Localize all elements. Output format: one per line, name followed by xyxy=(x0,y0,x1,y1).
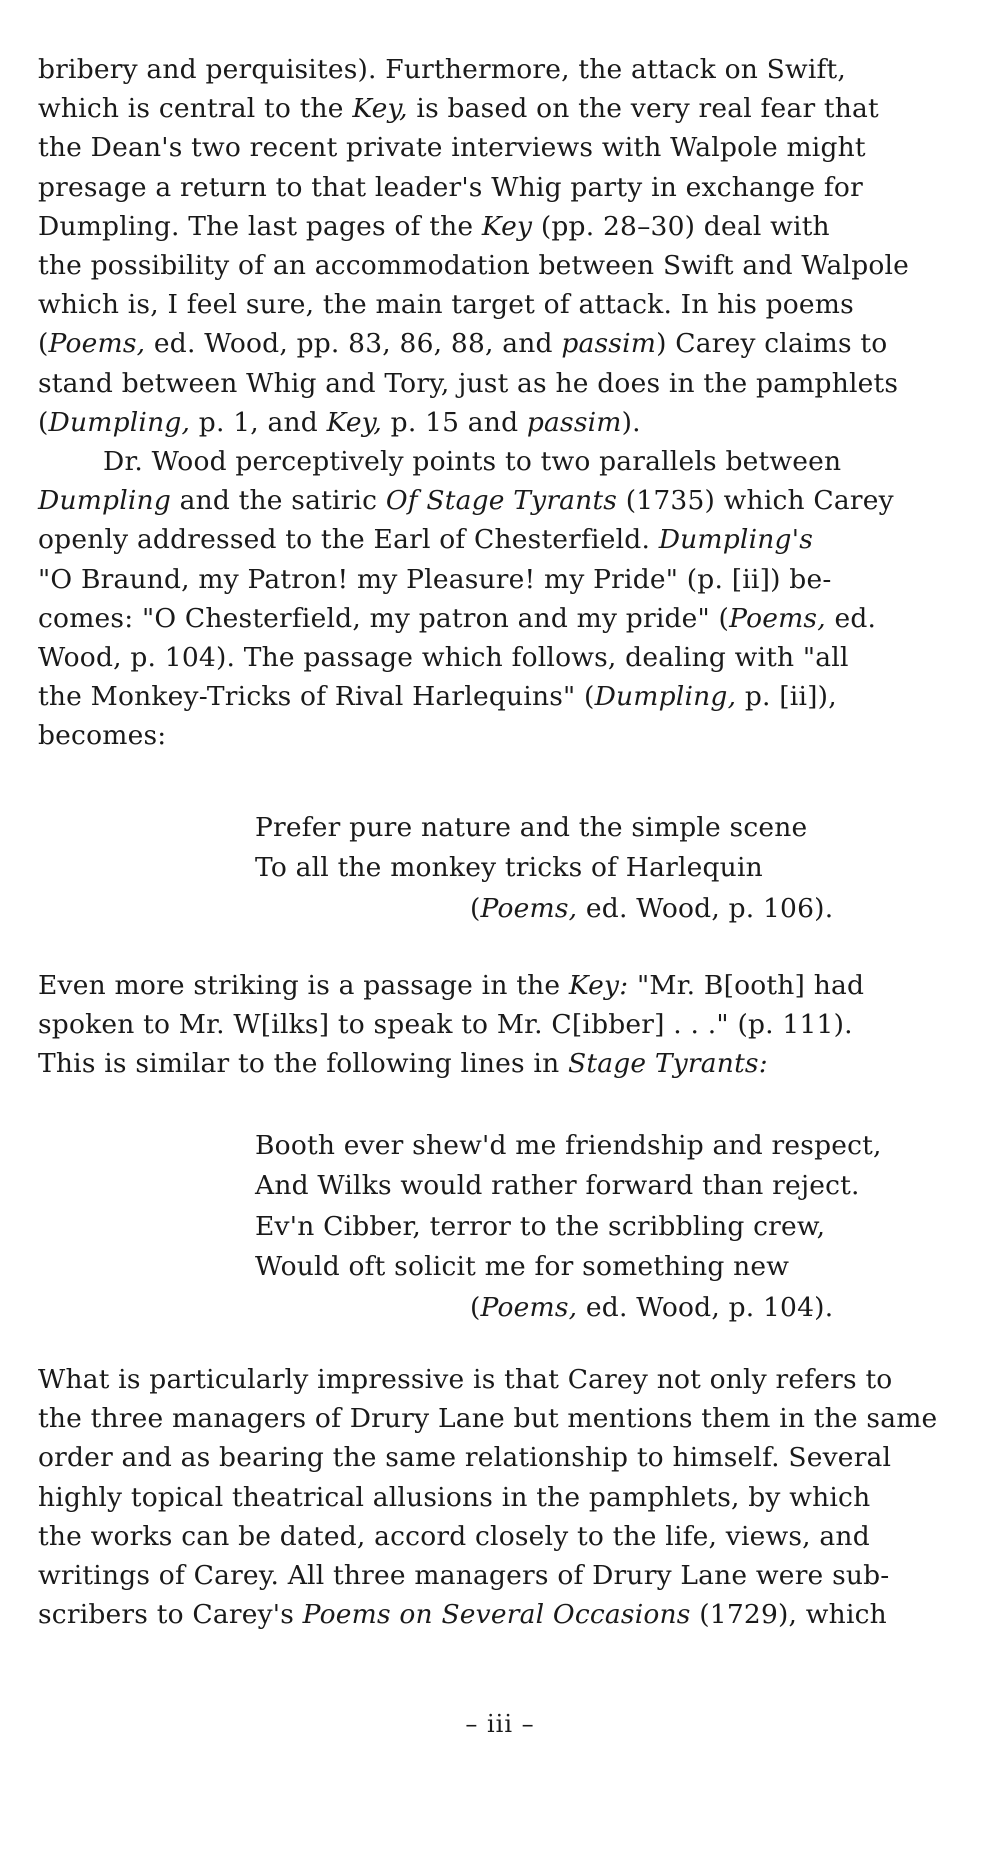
verse-citation: (Poems, ed. Wood, p. 106). xyxy=(470,892,834,924)
text-line: Dr. Wood perceptively points to two parallels between xyxy=(103,446,842,478)
paragraph-1 xyxy=(38,50,968,756)
text-line: openly addressed to the Earl of Chesterfield. Dumpling's xyxy=(38,524,813,556)
text-line: (Poems, ed. Wood, pp. 83, 86, 88, and passim) Carey claims to xyxy=(38,328,888,360)
page-number: – iii – xyxy=(465,1710,535,1738)
text-line: highly topical theatrical allusions in the pamphlets, by which xyxy=(38,1481,871,1513)
text-line: the works can be dated, accord closely to the life, views, and xyxy=(38,1520,870,1552)
paragraph-4 xyxy=(38,1360,968,1634)
text-line: "O Braund, my Patron! my Pleasure! my Pride" (p. [ii]) be- xyxy=(38,563,832,595)
text-line: stand between Whig and Tory, just as he does in the pamphlets xyxy=(38,367,899,399)
verse-citation: (Poems, ed. Wood, p. 104). xyxy=(470,1291,834,1323)
text-line: What is particularly impressive is that Carey not only refers to xyxy=(38,1364,893,1395)
verse-line: Prefer pure nature and the simple scene xyxy=(255,812,808,843)
text-line: Wood, p. 104). The passage which follows, dealing with "all xyxy=(38,642,849,674)
text-line: the three managers of Drury Lane but mentions them in the same xyxy=(38,1403,938,1435)
text-line: (Dumpling, p. 1, and Key, p. 15 and passim). xyxy=(38,406,641,438)
text-line: becomes: xyxy=(38,720,167,752)
text-line: order and as bearing the same relationship to himself. Several xyxy=(38,1442,892,1474)
text-line: scribers to Carey's Poems on Several Occasions (1729), which xyxy=(38,1599,887,1631)
text-line: This is similar to the following lines in Stage Tyrants: xyxy=(38,1048,768,1080)
text-line: Dumpling and the satiric Of Stage Tyrants (1735) which Carey xyxy=(38,485,894,517)
verse-quotation-2 xyxy=(255,1126,955,1328)
verse-line: Booth ever shew'd me friendship and respect, xyxy=(255,1130,882,1161)
verse-line: Ev'n Cibber, terror to the scribbling crew, xyxy=(255,1210,826,1242)
text-line: which is central to the Key, is based on the very real fear that xyxy=(38,93,879,125)
text-line: spoken to Mr. W[ilks] to speak to Mr. C[ibber] . . ." (p. 111). xyxy=(38,1009,853,1041)
text-line: comes: "O Chesterfield, my patron and my pride" (Poems, ed. xyxy=(38,602,877,634)
text-line: Even more striking is a passage in the Key: "Mr. B[ooth] had xyxy=(38,970,865,1001)
verse-quotation-1 xyxy=(255,808,955,929)
text-line: presage a return to that leader's Whig party in exchange for xyxy=(38,171,863,203)
verse-line: Would oft solicit me for something new xyxy=(255,1251,790,1283)
text-line: the Monkey-Tricks of Rival Harlequins" (Dumpling, p. [ii]), xyxy=(38,681,837,713)
text-line: Dumpling. The last pages of the Key (pp. 28–30) deal with xyxy=(38,210,830,242)
verse-line: To all the monkey tricks of Harlequin xyxy=(255,852,763,884)
text-line: the Dean's two recent private interviews with Walpole might xyxy=(38,132,866,164)
paragraph-3 xyxy=(38,966,968,1084)
text-line: writings of Carey. All three managers of Drury Lane were sub- xyxy=(38,1560,890,1592)
verse-line: And Wilks would rather forward than reject. xyxy=(255,1170,860,1202)
text-line: which is, I feel sure, the main target of attack. In his poems xyxy=(38,289,854,321)
text-line: the possibility of an accommodation between Swift and Walpole xyxy=(38,250,910,282)
text-line: bribery and perquisites). Furthermore, the attack on Swift, xyxy=(38,54,847,85)
